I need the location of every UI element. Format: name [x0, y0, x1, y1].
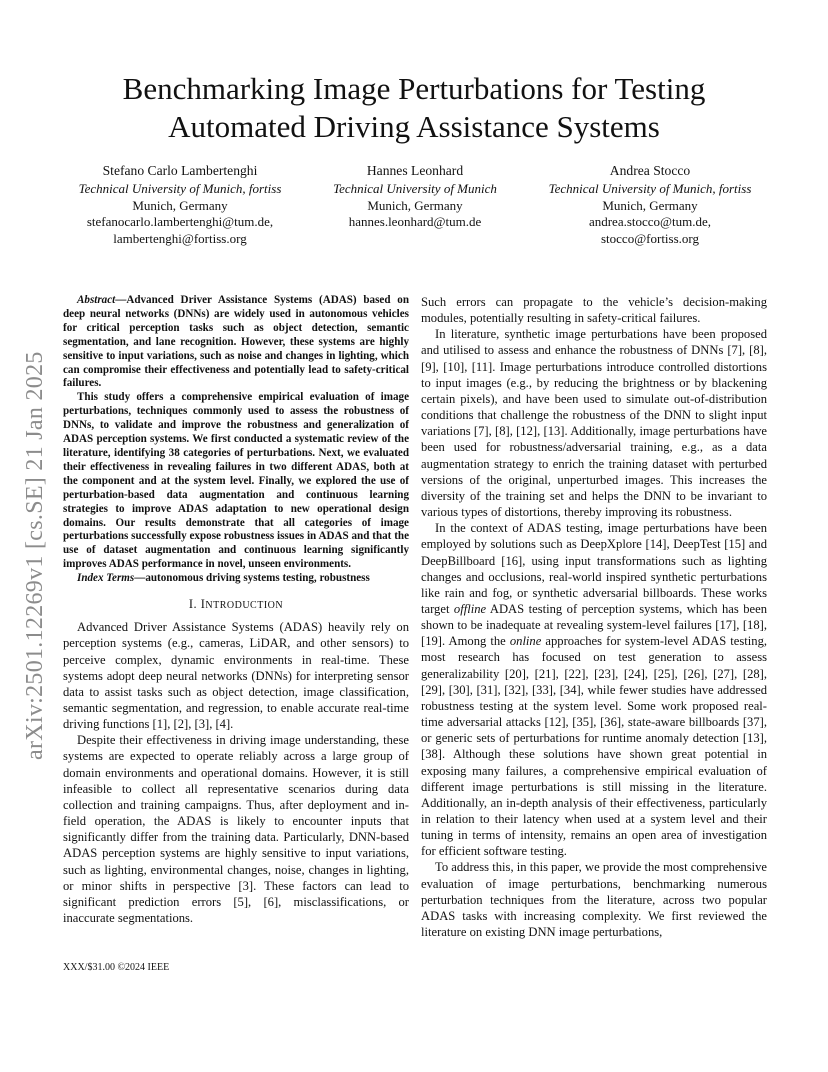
abstract	[63, 294, 409, 586]
section-number: I.	[188, 597, 198, 612]
arxiv-text: arXiv:2501.12269v1 [cs.SE] 21 Jan 2025	[22, 351, 48, 760]
author-location: Munich, Germany	[132, 197, 228, 213]
author-name: Stefano Carlo Lambertenghi	[102, 163, 258, 178]
title-line-1: Benchmarking Image Perturbations for Testing	[122, 71, 706, 106]
author-3	[530, 163, 770, 248]
index-terms-text: autonomous driving systems testing, robustness	[145, 572, 370, 585]
p2-text-b: ADAS testing of perception systems, which has been shown to be inadequate at revealing system-level failures [17], [18], [19]. Among the	[421, 601, 767, 649]
intro-paragraph-1: Advanced Driver Assistance Systems (ADAS) heavily rely on perception systems (e.g., cameras, LiDAR, and other sensors) to perceive complex, dynamic environments in real-time. These systems adopt deep neural networks (DNNs) for interpreting sensor data to assist tasks such as object detection, image classification, semantic segmentation, and regression, to enable accurate real-time driving functions [1], [2], [3], [4].	[63, 620, 409, 732]
author-2	[295, 163, 535, 231]
right-paragraph-1: In literature, synthetic image perturbations have been proposed and utilised to assess and enhance the robustness of DNNs [7], [8], [9], [10], [11]. Image perturbations introduce controlled distortions to input images (e.g., by reducing the brightness or by blackening certain pixels), and have been used to simulate out-of-distribution conditions that challenge the robustness of the DNN to slight input variations [7], [8], [12], [13]. Additionally, image perturbations have been used for robustness/adversarial training, e.g., as a data augmentation strategy to enrich the training dataset with perturbed versions of the original, unperturbed images. This increases the diversity of the training set and helps the DNN to be invariant to various types of distortions, thereby improving its robustness.	[421, 327, 767, 520]
paper-title	[60, 70, 768, 146]
author-email: hannes.leonhard@tum.de	[348, 214, 482, 230]
author-location: Munich, Germany	[602, 197, 698, 213]
author-name: Hannes Leonhard	[366, 163, 464, 178]
author-affiliation: Technical University of Munich, fortiss	[78, 180, 282, 196]
author-email-secondary: stocco@fortiss.org	[600, 231, 700, 247]
p2-emphasis-offline: offline	[453, 601, 487, 616]
author-email-secondary: lambertenghi@fortiss.org	[113, 231, 247, 247]
abstract-paragraph-2: This study offers a comprehensive empirical evaluation of image perturbations, techniques commonly used to assess the robustness of DNNs, to validate and improve the robustness and generalization of ADAS perception systems. We first conducted a systematic review of the literature, identifying 38 categories of perturbations. Next, we evaluated their effectiveness in revealing failures in two different ADAS, both at the component and at the system level. Finally, we explored the use of perturbation-based data augmentation and continuous learning strategies to improve ADAS adaptation to new operational design domains. Our results demonstrate that all categories of image perturbations successfully expose robustness issues in ADAS and that the use of dataset augmentation and continuous learning significantly improves ADAS performance in novel, unseen environments.	[63, 391, 409, 571]
intro-paragraph-2: Despite their effectiveness in driving image understanding, these systems are expected to operate reliably across a large group of domain environments and operational domains. However, it is still infeasible to collect all representative scenarios during data collection and training campaigns. Thus, after deployment and in-field operation, the ADAS is likely to encounter inputs that significantly differ from the training data. Particularly, DNN-based ADAS perception systems are highly sensitive to input variations, such as lighting, environmental changes, noise, changes in lighting, or minor shifts in perspective [3]. These factors can lead to significant prediction errors [5], [6], misclassifications, or inaccurate segmentations.	[63, 733, 409, 925]
index-terms-label: Index Terms	[77, 572, 135, 585]
abstract-text-1: Advanced Driver Assistance Systems (ADAS) based on deep neural networks (DNNs) are widely used in autonomous vehicles for critical perception tasks such as object detection, semantic segmentation, and lane recognition. However, these systems are highly sensitive to input variations, such as noise and changes in lighting, which can compromise their effectiveness and potentially lead to safety-critical failures.	[63, 294, 409, 390]
author-affiliation: Technical University of Munich, fortiss	[548, 180, 752, 196]
right-column	[421, 294, 767, 940]
p2-text-c: approaches for system-level ADAS testing, most research has focused on test generation to assess generalizability [20], [21], [22], [23], [24], [25], [26], [27], [28], [29], [30], [31], [32], [33], [34], while fewer studies have addressed robustness testing at the system level. Some work proposed real-time adversarial attacks [12], [35], [36], state-aware billboards [37], or generic sets of perturbations for runtime anomaly detection [13], [38]. Although these solutions have shown great potential in exposing many failures, a comprehensive empirical evaluation of different image perturbations is still missing in the literature. Additionally, an in-depth analysis of their effectiveness, particularly in relation to their latency when used at a system level and their tuning in terms of intensity, remains an open area of investigation for efficient software testing.	[421, 634, 768, 859]
section-heading-introduction	[63, 596, 409, 614]
author-1	[60, 163, 300, 248]
author-name: Andrea Stocco	[609, 163, 691, 178]
p2-emphasis-online: online	[509, 634, 542, 649]
copyright-footer: XXX/$31.00 ©2024 IEEE	[63, 962, 170, 973]
title-line-2: Automated Driving Assistance Systems	[168, 109, 660, 144]
section-title-rest: NTRODUCTION	[205, 600, 284, 612]
index-terms: Index Terms—autonomous driving systems testing, robustness	[77, 572, 370, 585]
section-first-letter: I	[200, 597, 206, 612]
author-email: stefanocarlo.lambertenghi@tum.de,	[86, 214, 274, 230]
right-paragraph-2	[421, 520, 767, 859]
left-column	[63, 294, 409, 926]
author-affiliation: Technical University of Munich	[333, 180, 497, 196]
right-paragraph-3: To address this, in this paper, we provide the most comprehensive evaluation of image perturbations, benchmarking numerous perturbation techniques from the literature, across two popular ADAS tasks with increasing complexity. We first reviewed the literature on existing DNN image perturbations,	[421, 860, 767, 940]
right-paragraph-0: Such errors can propagate to the vehicle’s decision-making modules, potentially resulting in safety-critical failures.	[421, 295, 767, 326]
abstract-paragraph-1: Abstract—Advanced Driver Assistance Systems (ADAS) based on deep neural networks (DNNs) are widely used in autonomous vehicles for critical perception tasks such as object detection, semantic segmentation, and lane recognition. However, these systems are highly sensitive to input variations, such as noise and changes in lighting, which can compromise their effectiveness and potentially lead to safety-critical failures.	[63, 294, 409, 390]
p2-text-a: In the context of ADAS testing, image perturbations have been employed by solutions such as DeepXplore [14], DeepTest [15] and DeepBillboard [16], using input transformations such as lighting changes and occlusions, real-world inspired synthetic perturbations like rain and fog, or synthetic adversarial billboards. These works target	[421, 521, 767, 616]
author-email: andrea.stocco@tum.de,	[588, 214, 712, 230]
author-location: Munich, Germany	[367, 197, 463, 213]
abstract-label: Abstract	[77, 294, 116, 306]
